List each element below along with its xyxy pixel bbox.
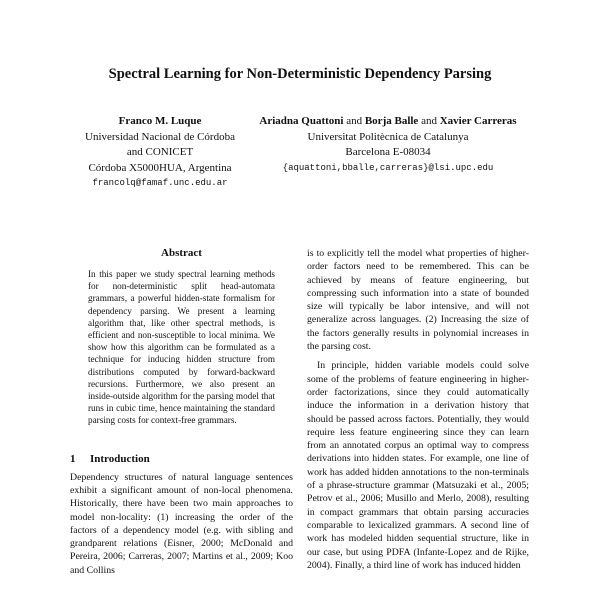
intro-paragraph: Dependency structures of natural language sentences exhibit a significant amount of non-local phenomena. Historically, there have been two main approaches to model non-locality: (1) increasing the order of the factors of a dependency model (e.g. with sibling and grandparent relations (Eisner, 2000; McDonald and Pereira, 2006; Carreras, 2007; Martins et al., 2009; Koo and Collins xyxy=(70,471,293,576)
author-block-right xyxy=(238,114,538,176)
body-paragraph-1: is to explicitly tell the model what properties of higher-order factors need to be remembered. This can be achieved by means of feature engineering, but compressing such information into a state of bounded size will typically be labor intensive, and will not generalize across languages. (2) Increasing the size of the factors generally results in polynomial increases in the parsing cost. xyxy=(307,248,529,353)
author-name-balle: Borja Balle xyxy=(364,115,419,127)
right-column xyxy=(307,247,529,572)
author-email-right[interactable]: {aquattoni,bballe,carreras}@lsi.upc.edu xyxy=(282,162,494,173)
author-name-luque: Franco M. Luque xyxy=(118,115,202,127)
author-separator: and xyxy=(346,115,363,127)
abstract-heading: Abstract xyxy=(161,247,202,259)
author-email-left[interactable]: francolq@famaf.unc.edu.ar xyxy=(92,178,228,188)
section-heading-introduction xyxy=(70,453,293,465)
affiliation-line: Barcelona E-08034 xyxy=(345,146,431,158)
affiliation-line: Córdoba X5000HUA, Argentina xyxy=(88,161,232,174)
author-name-quattoni: Ariadna Quattoni xyxy=(259,115,344,127)
section-title: Introduction xyxy=(90,452,150,465)
left-column xyxy=(70,247,293,577)
body-paragraph-2: In principle, hidden variable models could solve some of the problems of feature engineering in higher-order factorizations, since they could automatically induce the information in a derivation history that should be passed across factors. Potentially, they would require less feature engineering since they can learn from an annotated corpus an optimal way to compress derivations into hidden states. For example, one line of work has added hidden annotations to the non-terminals of a phrase-structure grammar (Matsuzaki et al., 2005; Petrov et al., 2006; Musillo and Merlo, 2008), resulting in compact grammars that obtain parsing accuracies comparable to lexicalized grammars. A second line of work has modeled hidden sequential structure, like in our case, but using PDFA (Infante-Lopez and de Rijke, 2004). Finally, a third line of work has induced hidden xyxy=(307,360,529,571)
affiliation-line: and CONICET xyxy=(126,146,194,158)
author-names-right xyxy=(238,114,538,130)
abstract-text: In this paper we study spectral learning methods for non-deterministic split head-automata grammars, a powerful hidden-state formalism for dependency parsing. We present a learning algorithm that, like other spectral methods, is efficient and non-susceptible to local minima. We show how this algorithm can be formulated as a technique for inducing hidden structure from distributions computed by forward-backward recursions. Furthermore, we also present an inside-outside algorithm for the parsing model that runs in cubic time, hence maintaining the standard parsing costs for context-free grammars. xyxy=(88,269,275,426)
author-separator: and xyxy=(421,115,437,127)
author-name-carreras: Xavier Carreras xyxy=(439,115,517,127)
affiliation-line: Universitat Politècnica de Catalunya xyxy=(307,130,469,143)
paper-title: Spectral Learning for Non-Deterministic Dependency Parsing xyxy=(108,66,492,82)
author-block-left xyxy=(60,114,260,192)
section-number: 1 xyxy=(70,452,76,465)
affiliation-line: Universidad Nacional de Córdoba xyxy=(85,130,235,143)
